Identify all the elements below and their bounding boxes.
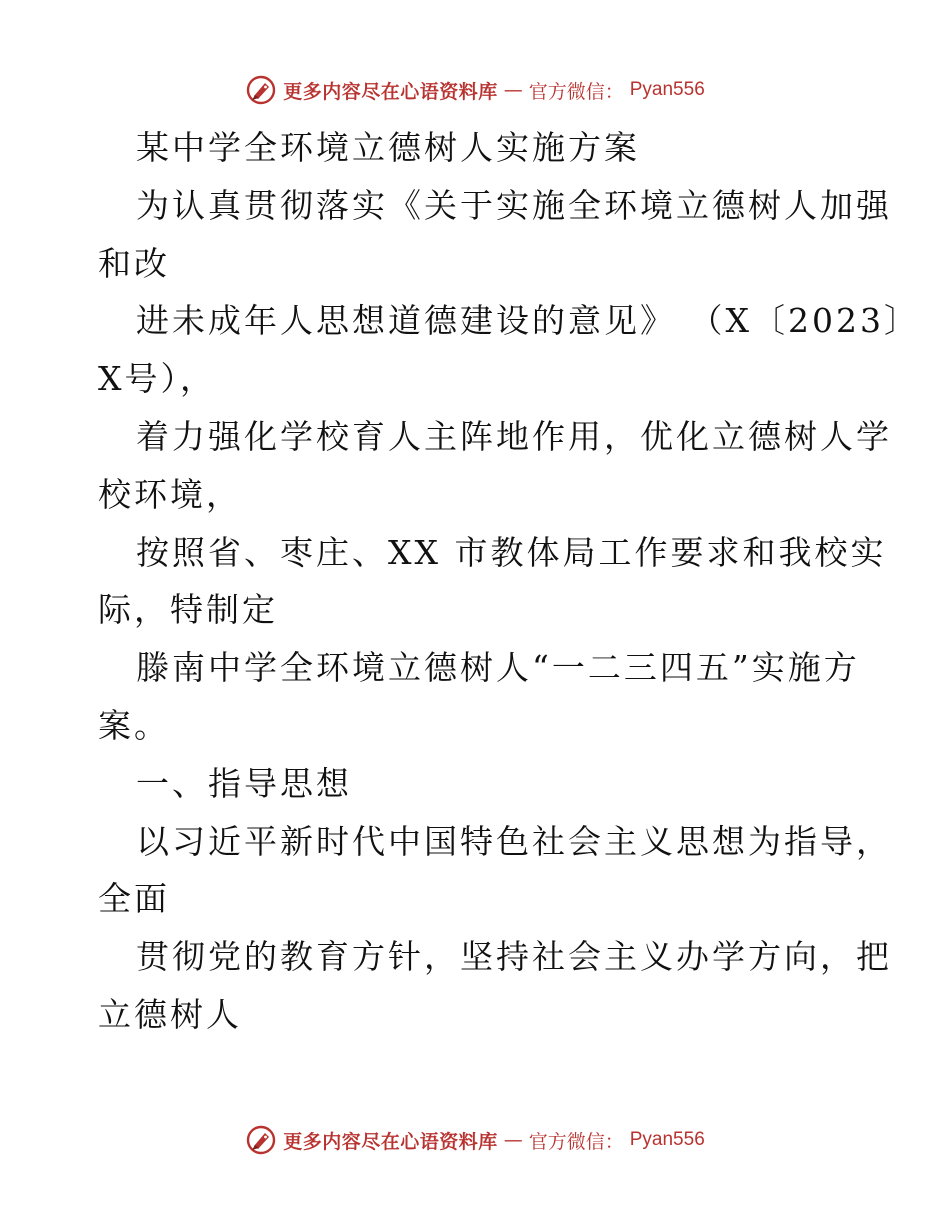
document-line: 以习近平新时代中国特色社会主义思想为指导， (136, 821, 892, 861)
pen-nib-logo-icon (245, 74, 277, 106)
watermark-label: 官方微信： (528, 1130, 624, 1153)
document-line: 贯彻党的教育方针，坚持社会主义办学方向，把 (136, 937, 892, 977)
watermark-label: 官方微信： (528, 80, 624, 103)
watermark-brand: 更多内容尽在心语资料库 (283, 1130, 498, 1153)
header-watermark (0, 70, 950, 110)
document-line: 进未成年人思想道德建设的意见》 （X〔2023〕 (136, 301, 920, 341)
watermark-wechat-id: Pyan556 (629, 1129, 705, 1150)
footer-watermark (0, 1120, 950, 1160)
watermark-wechat-id: Pyan556 (629, 79, 705, 100)
document-line: 全面 (98, 879, 170, 919)
document-body (98, 119, 920, 1044)
document-line: 为认真贯彻落实《关于实施全环境立德树人加强 (136, 185, 892, 225)
document-line: 滕南中学全环境立德树人“一二三四五”实施方 (136, 648, 860, 688)
document-line: 某中学全环境立德树人实施方案 (136, 128, 640, 167)
document-line: 一、指导思想 (136, 763, 352, 803)
document-line: 立德树人 (98, 994, 242, 1034)
document-line: 和改 (98, 243, 170, 283)
watermark-separator: — (503, 79, 523, 101)
watermark-separator: — (503, 1129, 523, 1151)
document-line: 着力强化学校育人主阵地作用，优化立德树人学 (136, 416, 892, 456)
document-line: 按照省、枣庄、XX 市教体局工作要求和我校实 (136, 532, 887, 572)
pen-nib-logo-icon (245, 1124, 277, 1156)
document-line: X号）， (98, 359, 216, 399)
watermark-brand: 更多内容尽在心语资料库 (283, 80, 498, 103)
document-line: 案。 (98, 705, 170, 745)
document-line: 校环境， (98, 474, 242, 514)
document-line: 际，特制定 (98, 590, 278, 630)
